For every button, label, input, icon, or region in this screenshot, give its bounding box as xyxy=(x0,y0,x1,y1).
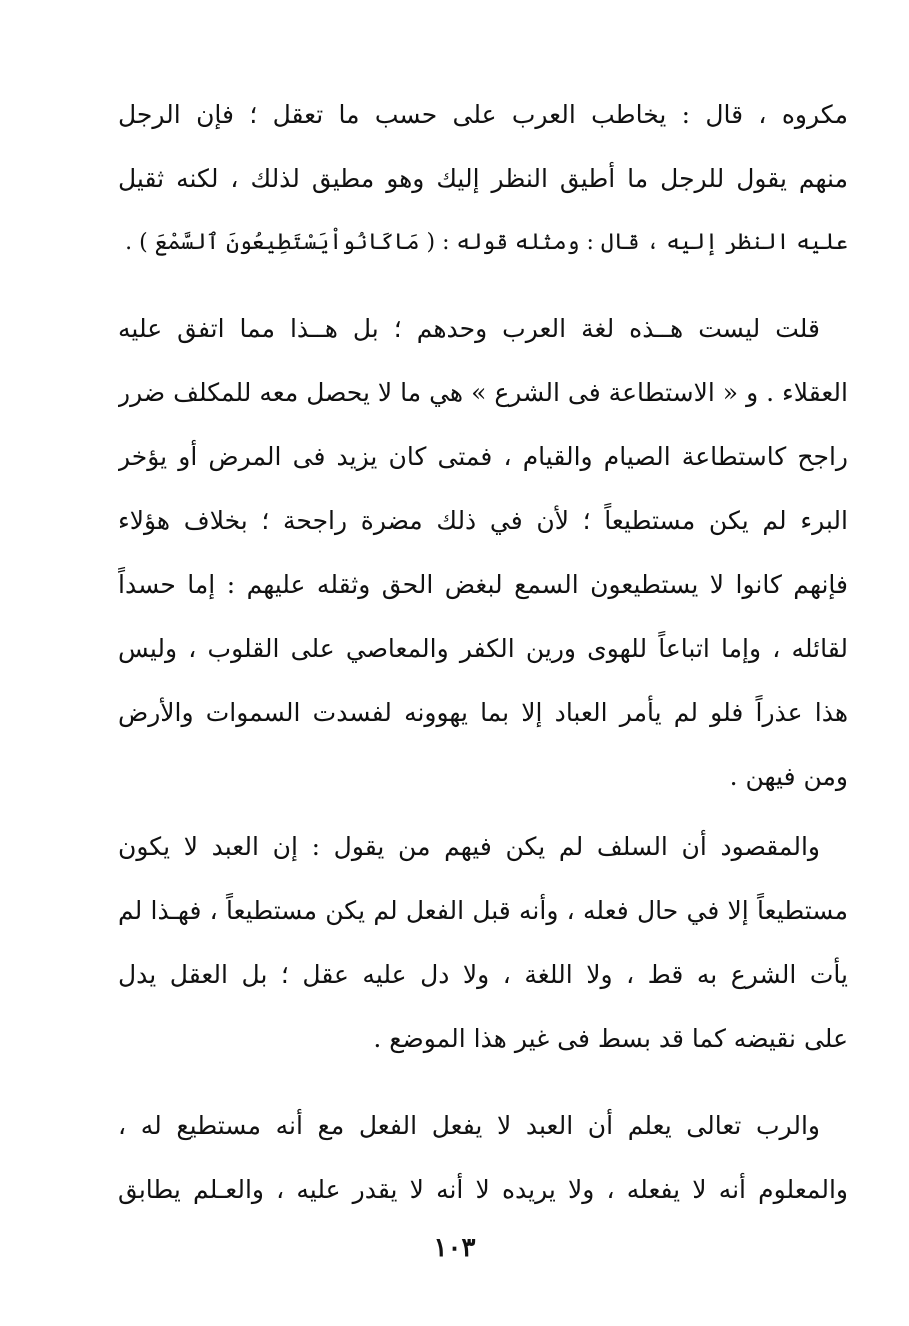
text-line: والمقصود أن السلف لم يكن فيهم من يقول : إن العبد لا يكون xyxy=(118,832,820,861)
text-line: لقائله ، وإما اتباعاً للهوى ورين الكفر والمعاصي على القلوب ، وليس xyxy=(118,634,848,663)
text-line: مستطيعاً إلا في حال فعله ، وأنه قبل الفعل لم يكن مستطيعاً ، فهـذا لم xyxy=(118,896,848,925)
text-line: عليه النظر إليه ، قال : ومثله قوله : ( مَاكَانُواْيَسْتَطِيعُونَ ٱلسَّمْعَ ) . xyxy=(125,230,848,255)
text-line: مكروه ، قال : يخاطب العرب على حسب ما تعقل ؛ فإن الرجل xyxy=(118,100,848,129)
text-line: والرب تعالى يعلم أن العبد لا يفعل الفعل مع أنه مستطيع له ، xyxy=(118,1111,820,1140)
page-number: ١٠٣ xyxy=(433,1233,476,1263)
text-line: منهم يقول للرجل ما أطيق النظر إليك وهو مطيق لذلك ، لكنه ثقيل xyxy=(118,164,848,193)
paragraph-1 xyxy=(118,83,848,275)
text-line: راجح كاستطاعة الصيام والقيام ، فمتى كان يزيد فى المرض أو يؤخر xyxy=(118,442,848,471)
text-line: والمعلوم أنه لا يفعله ، ولا يريده لا أنه لا يقدر عليه ، والعـلم يطابق xyxy=(118,1175,848,1204)
text-line: العقلاء . و « الاستطاعة فى الشرع » هي ما لا يحصل معه للمكلف ضرر xyxy=(118,378,848,407)
text-line: على نقيضه كما قد بسط فى غير هذا الموضع . xyxy=(373,1024,848,1053)
paragraph-4 xyxy=(118,1094,848,1222)
text-line: فإنهم كانوا لا يستطيعون السمع لبغض الحق وثقله عليهم : إما حسداً xyxy=(118,570,848,599)
text-line: البرء لم يكن مستطيعاً ؛ لأن في ذلك مضرة راجحة ؛ بخلاف هؤلاء xyxy=(118,506,848,535)
text-line: قلت ليست هــذه لغة العرب وحدهم ؛ بل هــذا مما اتفق عليه xyxy=(118,314,820,343)
text-line: يأت الشرع به قط ، ولا اللغة ، ولا دل عليه عقل ؛ بل العقل يدل xyxy=(118,960,848,989)
paragraph-3 xyxy=(118,815,848,1071)
text-line: ومن فيهن . xyxy=(729,762,848,791)
text-line: هذا عذراً فلو لم يأمر العباد إلا بما يهوونه لفسدت السموات والأرض xyxy=(118,698,848,727)
paragraph-2 xyxy=(118,297,848,809)
